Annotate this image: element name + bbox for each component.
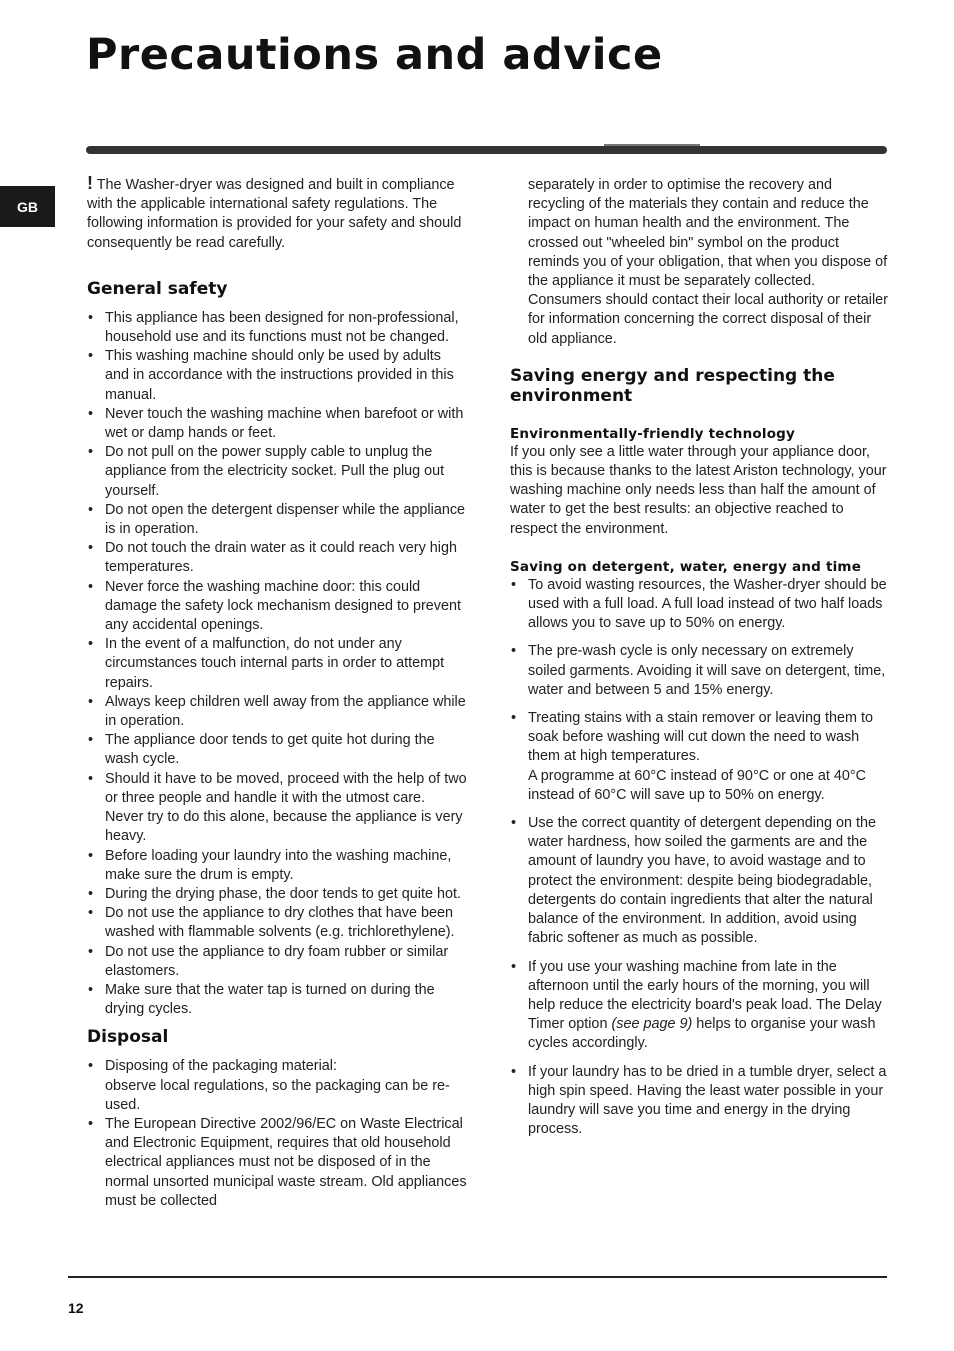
language-tab: GB [0, 186, 55, 227]
list-item: • Never force the washing machine door: this could damage the safety lock mechanism designed to prevent any accidental openings. [87, 578, 467, 636]
list-item: • Make sure that the water tap is turned on during the drying cycles. [87, 981, 467, 1019]
left-column [87, 174, 467, 1211]
disposal-packaging-line2: observe local regulations, so the packaging can be re-used. [105, 1077, 450, 1113]
list-item: • If your laundry has to be dried in a tumble dryer, select a high spin speed. Having the least water possible in your laundry will save you time and energy in the drying process. [510, 1063, 888, 1140]
list-item: • Do not use the appliance to dry foam rubber or similar elastomers. [87, 943, 467, 981]
right-column [510, 174, 888, 1148]
list-item: • Never touch the washing machine when barefoot or with wet or damp hands or feet. [87, 405, 467, 443]
header-rule-notch [604, 144, 700, 146]
page-reference-link[interactable]: (see page 9) [611, 1016, 693, 1033]
list-item: • This washing machine should only be used by adults and in accordance with the instructions provided in this manual. [87, 347, 467, 405]
list-item: • Always keep children well away from the appliance while in operation. [87, 693, 467, 731]
general-safety-list [87, 309, 467, 1020]
intro-text: The Washer-dryer was designed and built in compliance with the applicable international safety regulations. The following information is provided for your safety and should consequently be read carefully. [87, 177, 462, 251]
delay-timer-text-before: If you use your washing machine from late in the afternoon until the early hours of the morning, you will help reduce the electricity board's peak load. The Delay Timer option [528, 958, 882, 1033]
list-item [510, 958, 888, 1054]
stain-tip-line1: Treating stains with a stain remover or leaving them to soak before washing will cut down the need to wash them at high temperatures. [528, 710, 873, 765]
saving-energy-heading: Saving energy and respecting the environment [510, 365, 835, 406]
stain-tip-line2: A programme at 60°C instead of 90°C or one at 40°C instead of 60°C will save up to 50% on energy. [528, 767, 867, 803]
list-item: • This appliance has been designed for non-professional, household use and its functions must not be changed. [87, 309, 467, 347]
list-item: • Should it have to be moved, proceed with the help of two or three people and handle it with the utmost care. Never try to do this alone, because the appliance is very heavy. [87, 770, 467, 847]
page-number: 12 [68, 1300, 84, 1316]
footer-rule [68, 1276, 887, 1278]
list-item: • Do not use the appliance to dry clothes that have been washed with flammable solvents (e.g. trichlorethylene). [87, 904, 467, 942]
list-item: • During the drying phase, the door tends to get quite hot. [87, 885, 467, 904]
list-item: • The appliance door tends to get quite hot during the wash cycle. [87, 731, 467, 769]
list-item [87, 1057, 467, 1115]
saving-detergent-heading: Saving on detergent, water, energy and time [510, 558, 862, 575]
list-item: • The European Directive 2002/96/EC on Waste Electrical and Electronic Equipment, requires that old household electrical appliances must not be disposed of in the normal unsorted municipal waste stream. Old appliances must be collected [87, 1115, 467, 1211]
eco-technology-heading: Environmentally-friendly technology [510, 425, 796, 442]
list-item: • Do not pull on the power supply cable to unplug the appliance from the electricity socket. Pull the plug out yourself. [87, 443, 467, 501]
list-item: • The pre-wash cycle is only necessary on extremely soiled garments. Avoiding it will save on detergent, time, water and between 5 and 15% energy. [510, 642, 888, 700]
list-item: • Do not touch the drain water as it could reach very high temperatures. [87, 539, 467, 577]
list-item: • Do not open the detergent dispenser while the appliance is in operation. [87, 501, 467, 539]
warning-mark: ! [87, 173, 93, 193]
list-item: • Use the correct quantity of detergent depending on the water hardness, how soiled the garments are and the amount of laundry you have, to avoid wastage and to protect the environment: despite being biodegradable, detergents do contain ingredients that alter the natural balance of the environment. In addition, avoid using fabric softener as much as possible. [510, 814, 888, 948]
list-item: • To avoid wasting resources, the Washer-dryer should be used with a full load. A full load instead of two half loads allows you to save up to 50% on energy. [510, 576, 888, 634]
disposal-packaging-line1: Disposing of the packaging material: [105, 1058, 337, 1075]
delay-timer-text-after: helps to organise your wash cycles accordingly. [528, 1016, 876, 1052]
saving-tips-list [510, 576, 888, 1139]
disposal-list [87, 1057, 467, 1211]
disposal-heading: Disposal [87, 1027, 169, 1048]
list-item: • Before loading your laundry into the washing machine, make sure the drum is empty. [87, 847, 467, 885]
page-title: Precautions and advice [86, 30, 663, 80]
intro-paragraph [87, 174, 467, 253]
header-rule [86, 146, 887, 154]
general-safety-heading: General safety [87, 278, 228, 299]
list-item: • In the event of a malfunction, do not under any circumstances touch internal parts in order to attempt repairs. [87, 635, 467, 693]
eco-technology-text: If you only see a little water through your appliance door, this is because thanks to the latest Ariston technology, your washing machine only needs less than half the amount of water to get the best results: an objective reached to respect the environment. [510, 443, 887, 537]
disposal-continued-2: Consumers should contact their local authority or retailer for information concerning the correct disposal of their old appliance. [528, 292, 888, 347]
list-item [510, 709, 888, 805]
disposal-continued: separately in order to optimise the recovery and recycling of the materials they contain and reduce the impact on human health and the environment. The crossed out "wheeled bin" symbol on the product reminds you of your obligation, that when you dispose of the appliance it must be separately collected. [528, 177, 888, 290]
